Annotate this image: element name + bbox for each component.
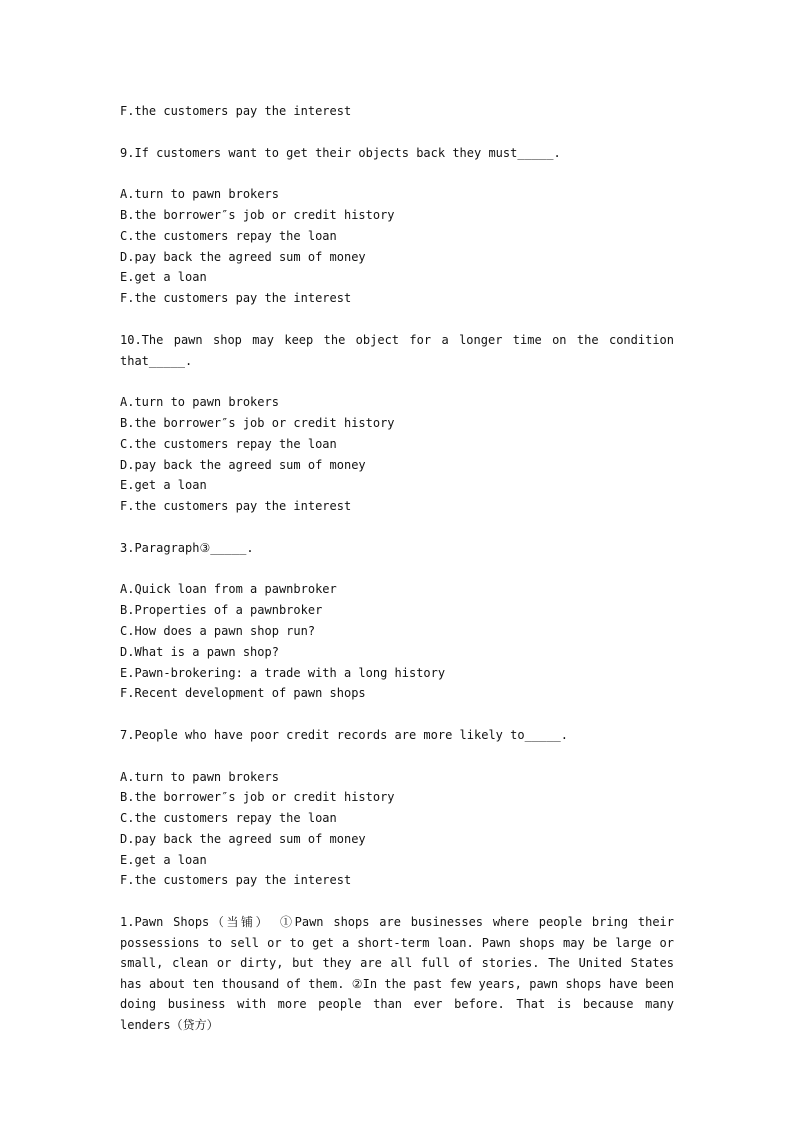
page-content: [120, 101, 674, 1035]
option-item: C.the customers repay the loan: [120, 228, 337, 243]
option-item: B.the borrower″s job or credit history: [120, 790, 395, 805]
option-item: B.the borrower″s job or credit history: [120, 415, 395, 430]
option-item: E.Pawn-brokering: a trade with a long history: [120, 665, 446, 680]
option-item: D.pay back the agreed sum of money: [120, 249, 366, 264]
option-item: A.turn to pawn brokers: [120, 769, 279, 784]
option-item: F.Recent development of pawn shops: [120, 686, 366, 701]
option-item: F.the customers pay the interest: [120, 104, 352, 118]
option-item: F.the customers pay the interest: [120, 499, 352, 514]
question-text: 10.The pawn shop may keep the object for a longer time on the condition that_____.: [120, 332, 674, 368]
option-item: D.What is a pawn shop?: [120, 644, 279, 659]
option-item: D.pay back the agreed sum of money: [120, 457, 366, 472]
option-item: C.How does a pawn shop run?: [120, 623, 316, 638]
option-item: F.the customers pay the interest: [120, 873, 352, 888]
option-item: A.Quick loan from a pawnbroker: [120, 582, 337, 597]
option-item: E.get a loan: [120, 852, 207, 867]
question-text: 9.If customers want to get their objects back they must_____.: [120, 145, 561, 160]
option-item: C.the customers repay the loan: [120, 436, 337, 451]
option-item: B.Properties of a pawnbroker: [120, 603, 323, 618]
option-item: E.get a loan: [120, 270, 207, 285]
option-item: B.the borrower″s job or credit history: [120, 207, 395, 222]
reading-passage: 1.Pawn Shops（当铺） ①Pawn shops are businesses where people bring their possessions to sell or to get a short-term loan. Pawn shops may be large or small, clean or dirty, but they are all full of stories. The United States has about ten thousand of them. ②In the past few years, pawn shops have been doing business with more people than ever before. That is because many lenders（贷方）: [120, 915, 674, 1032]
option-item: C.the customers repay the loan: [120, 811, 337, 826]
question-text: 3.Paragraph③_____.: [120, 540, 254, 555]
option-item: D.pay back the agreed sum of money: [120, 831, 366, 846]
option-item: A.turn to pawn brokers: [120, 395, 279, 410]
question-text: 7.People who have poor credit records are more likely to_____.: [120, 727, 568, 742]
option-item: E.get a loan: [120, 478, 207, 493]
option-item: A.turn to pawn brokers: [120, 187, 279, 202]
option-item: F.the customers pay the interest: [120, 291, 352, 306]
